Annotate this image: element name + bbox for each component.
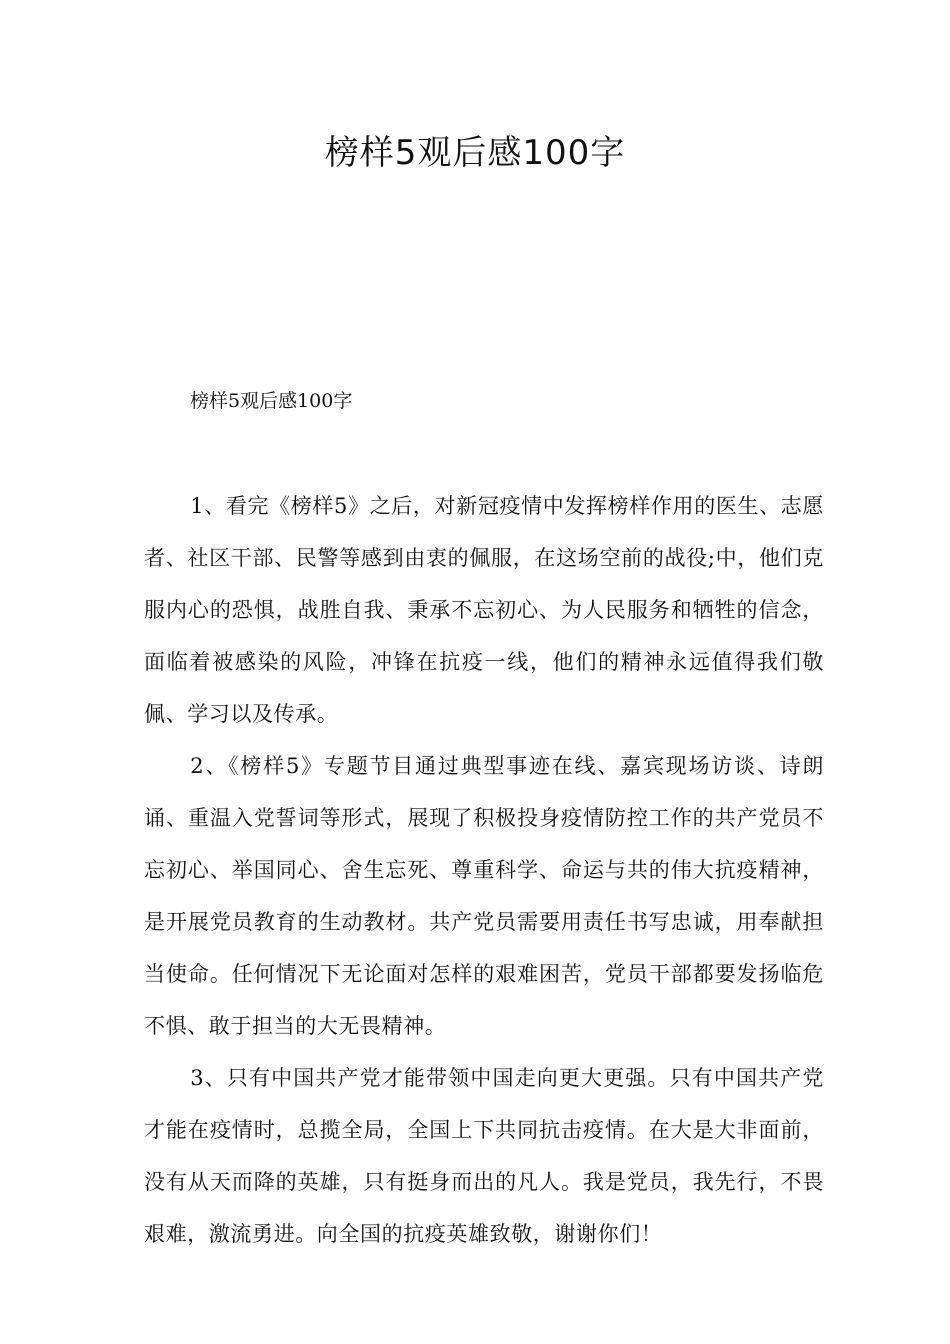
paragraph-1: 1、看完《榜样5》之后，对新冠疫情中发挥榜样作用的医生、志愿者、社区干部、民警等感到由衷的佩服，在这场空前的战役;中，他们克服内心的恐惧，战胜自我、秉承不忘初心、为人民服务和牺牲的信念，面临着被感染的风险，冲锋在抗疫一线，他们的精神永远值得我们敬佩、学习以及传承。 [144,494,824,726]
paragraph-2: 2、《榜样5》专题节目通过典型事迹在线、嘉宾现场访谈、诗朗诵、重温入党誓词等形式，展现了积极投身疫情防控工作的共产党员不忘初心、举国同心、舍生忘死、尊重科学、命运与共的伟大抗疫精神，是开展党员教育的生动教材。共产党员需要用责任书写忠诚，用奉献担当使命。任何情况下无论面对怎样的艰难困苦，党员干部都要发扬临危不惧、敢于担当的大无畏精神。 [144,754,824,1038]
document-subtitle: 榜样5观后感100字 [190,390,353,412]
document-title: 榜样5观后感100字 [324,133,626,173]
paragraph-3: 3、只有中国共产党才能带领中国走向更大更强。只有中国共产党才能在疫情时，总揽全局，全国上下共同抗击疫情。在大是大非面前，没有从天而降的英雄，只有挺身而出的凡人。我是党员，我先行，不畏艰难，激流勇进。向全国的抗疫英雄致敬，谢谢你们！ [144,1066,824,1246]
document-body [144,480,824,1260]
